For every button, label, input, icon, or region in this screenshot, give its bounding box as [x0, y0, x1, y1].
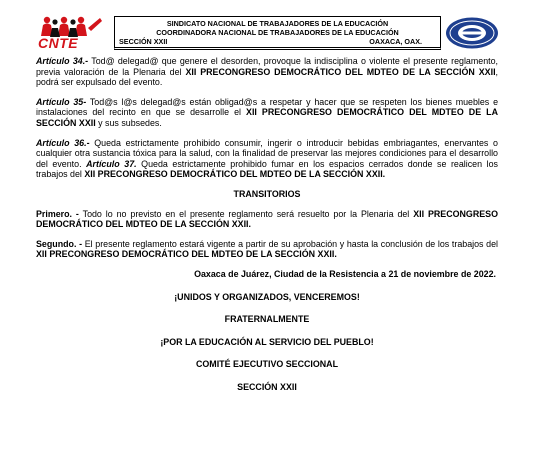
section-city: OAXACA, OAX. — [369, 37, 422, 46]
section-line — [119, 37, 436, 46]
article-34-text-end: , podrá ser expulsado del evento. — [36, 66, 498, 88]
article-34-text: Tod@ delegad@ que genere el desorden, provoque la indisciplina o violente el presente reglamento, previa valoración de la Plenaria del — [36, 56, 498, 77]
article-35-text-end: y sus subsedes. — [95, 117, 162, 128]
section-xxii-seal-icon — [444, 16, 500, 50]
transitorio-primero — [36, 209, 498, 230]
closing-slogan: ¡UNIDOS Y ORGANIZADOS, VENCEREMOS! — [174, 291, 360, 302]
cnte-logo — [34, 16, 122, 52]
article-35-text: Tod@s l@s delegad@s están obligad@s a respetar y hacer que se respeten los bienes muebles e instalaciones del recinto en que se desarrolle el — [36, 96, 499, 118]
document-body — [36, 56, 498, 401]
cnte-logo-text: CNTE — [38, 35, 79, 51]
primero-event-name: XII PRECONGRESO DEMOCRÁTICO DEL MDTEO DE LA SECCIÓN XXII. — [36, 208, 498, 230]
primero-text: Todo lo no previsto en el presente reglamento será resuelto por la Plenaria del — [78, 208, 414, 219]
union-name: SINDICATO NACIONAL DE TRABAJADORES DE LA EDUCACIÓN — [166, 19, 389, 28]
article-36 — [36, 138, 498, 180]
closing-salutation: FRATERNALMENTE — [224, 314, 310, 325]
article-35 — [36, 97, 498, 129]
article-36-label: Artículo 36.- — [36, 137, 90, 148]
place-and-date: Oaxaca de Juárez, Ciudad de la Resistencia a 21 de noviembre de 2022. — [194, 268, 496, 279]
transitorios-heading: TRANSITORIOS — [233, 188, 301, 199]
article-37-label: Artículo 37. — [86, 158, 137, 169]
transitorio-segundo — [36, 239, 498, 260]
letterhead-title-box — [114, 16, 441, 50]
segundo-text: El presente reglamento estará vigente a partir de su aprobación y hasta la conclusión de los trabajos del — [82, 238, 498, 249]
signing-committee: COMITÉ EJECUTIVO SECCIONAL — [195, 359, 338, 370]
letterhead — [30, 16, 504, 52]
article-35-event-name: XII PRECONGRESO DEMOCRÁTICO DEL MDTEO DE LA SECCIÓN XXII — [36, 107, 498, 128]
primero-label: Primero. - — [36, 208, 79, 219]
article-37-text: Queda estrictamente prohibido fumar en los espacios cerrados donde se realicen los trabajos del — [36, 158, 498, 180]
article-36-text: Queda estrictamente prohibido consumir, ingerir o introducir bebidas embriagantes, enervantes o cualquier otra sustancia tóxica para la salud, con la finalidad de preservar las mejores condiciones para el desarrollo del evento. — [36, 137, 498, 169]
signing-section: SECCIÓN XXII — [237, 381, 297, 392]
article-34-event-name: XII PRECONGRESO DEMOCRÁTICO DEL MDTEO DE LA SECCIÓN XXII — [185, 66, 496, 77]
article-37-event-name: XII PRECONGRESO DEMOCRÁTICO DEL MDTEO DE LA SECCIÓN XXII. — [84, 169, 386, 180]
closing-motto: ¡POR LA EDUCACIÓN AL SERVICIO DEL PUEBLO! — [160, 336, 374, 347]
segundo-event-name: XII PRECONGRESO DEMOCRÁTICO DEL MDTEO DE LA SECCIÓN XXII. — [36, 249, 337, 260]
article-34 — [36, 56, 498, 88]
section-name: SECCIÓN XXII — [119, 37, 168, 46]
article-34-label: Artículo 34.- — [36, 56, 89, 66]
article-35-label: Artículo 35- — [36, 96, 87, 107]
segundo-label: Segundo. - — [36, 238, 83, 249]
coordinator-name: COORDINADORA NACIONAL DE TRABAJADORES DE LA EDUCACIÓN — [156, 28, 399, 37]
